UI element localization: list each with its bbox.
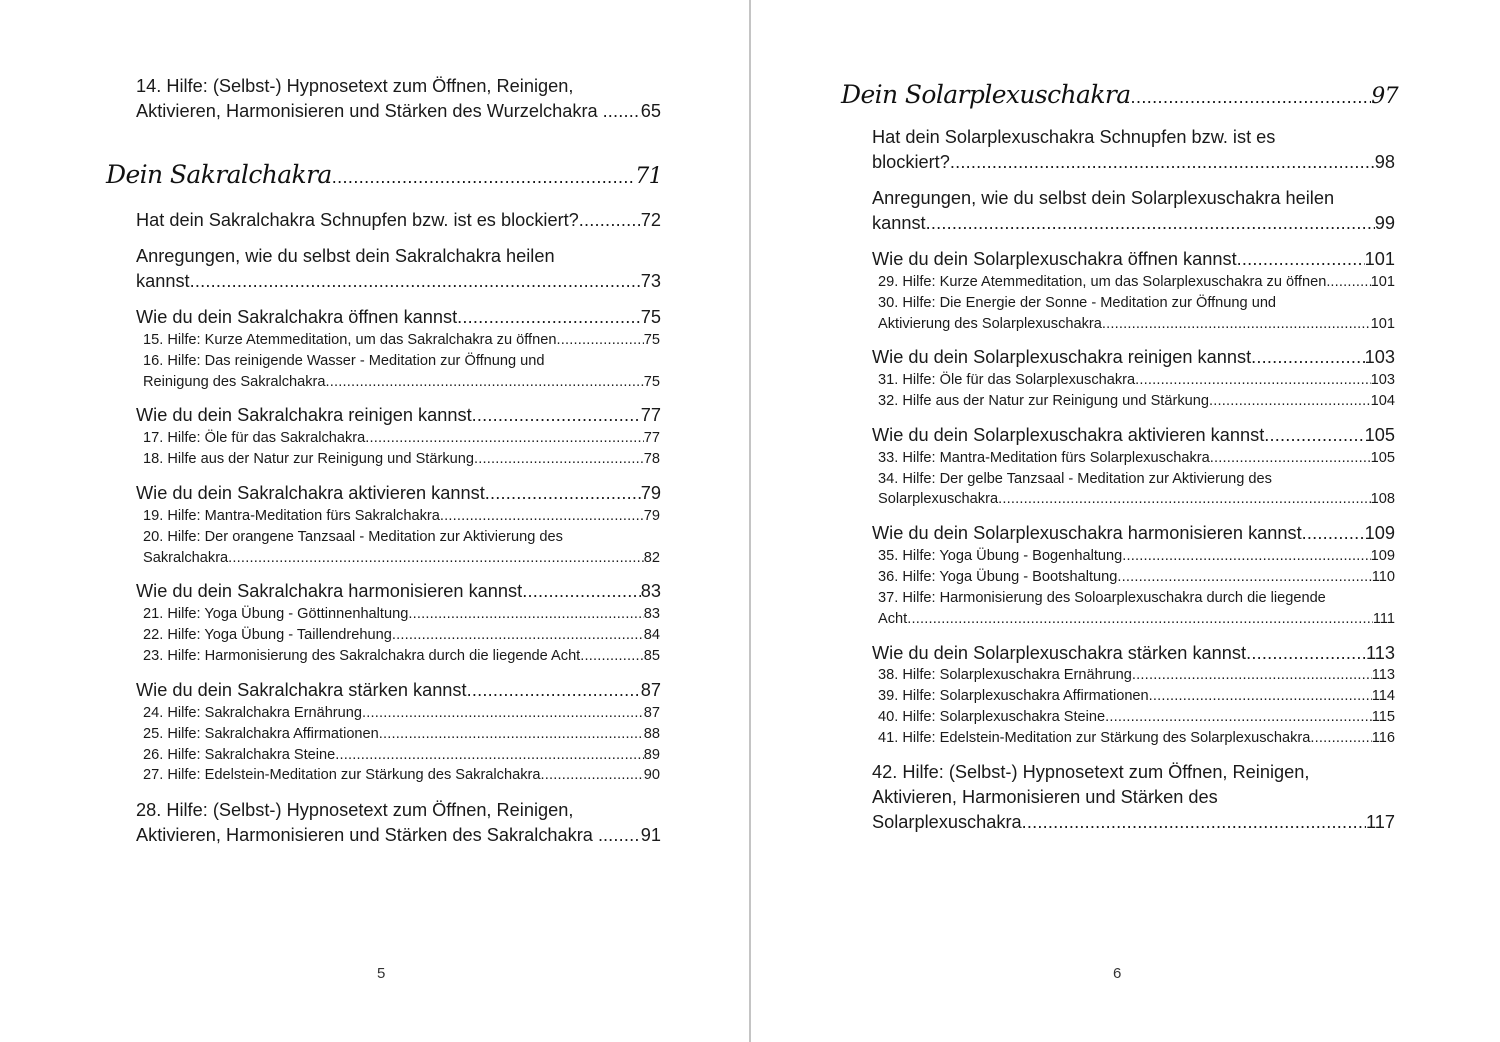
toc-entry-text: Solarplexuschakra xyxy=(878,491,999,507)
toc-page-number: 88 xyxy=(643,726,660,742)
toc-entry-text: 19. Hilfe: Mantra-Meditation fürs Sakralchakra xyxy=(143,508,440,524)
toc-help-36[interactable] xyxy=(878,569,1395,585)
toc-help-30-line1: 30. Hilfe: Die Energie der Sonne - Meditation zur Öffnung und xyxy=(878,295,1277,311)
toc-chapter-solarplexuschakra[interactable] xyxy=(841,80,1398,109)
toc-entry-text: 41. Hilfe: Edelstein-Meditation zur Stärkung des Solarplexuschakra xyxy=(878,730,1311,746)
toc-help-23[interactable] xyxy=(143,648,660,664)
toc-leader xyxy=(365,430,644,446)
toc-entry-text: 21. Hilfe: Yoga Übung - Göttinnenhaltung xyxy=(143,606,409,622)
toc-entry-text: Wie du dein Sakralchakra reinigen kannst xyxy=(136,405,472,425)
toc-leader xyxy=(228,550,644,566)
toc-section-oeffnen[interactable] xyxy=(136,307,661,328)
toc-leader xyxy=(1022,812,1366,833)
toc-entry-text: Reinigung des Sakralchakra xyxy=(143,374,326,390)
toc-page-number: 90 xyxy=(643,767,660,783)
toc-leader xyxy=(1149,688,1372,704)
toc-leader xyxy=(335,747,644,763)
toc-entry-text: 26. Hilfe: Sakralchakra Steine xyxy=(143,747,336,763)
toc-page-number: 105 xyxy=(1364,425,1395,445)
toc-leader xyxy=(998,491,1371,507)
toc-help-18[interactable] xyxy=(143,451,660,467)
toc-help-20[interactable] xyxy=(143,550,660,566)
toc-leader xyxy=(1135,372,1371,388)
toc-help-34-line1: 34. Hilfe: Der gelbe Tanzsaal - Meditation zur Aktivierung des xyxy=(878,471,1272,487)
toc-entry-14-line1: 14. Hilfe: (Selbst-) Hypnosetext zum Öffnen, Reinigen, xyxy=(136,76,574,96)
toc-help-22[interactable] xyxy=(143,627,660,643)
toc-page-number: 71 xyxy=(635,164,662,189)
toc-leader xyxy=(608,101,641,122)
toc-entry-text: 36. Hilfe: Yoga Übung - Bootshaltung xyxy=(878,569,1118,585)
toc-entry-text: blockiert? xyxy=(872,152,950,172)
toc-leader xyxy=(556,332,643,348)
toc-chapter-sakralchakra[interactable] xyxy=(106,160,662,189)
page-number: 6 xyxy=(1113,965,1122,982)
toc-help-39[interactable] xyxy=(878,688,1395,704)
toc-page-number: 89 xyxy=(643,747,660,763)
toc-page-number: 73 xyxy=(640,271,661,291)
toc-page-number: 101 xyxy=(1370,316,1395,332)
right-page xyxy=(751,0,1500,1042)
toc-leader xyxy=(907,611,1373,627)
toc-help-20-line1: 20. Hilfe: Der orangene Tanzsaal - Meditation zur Aktivierung des xyxy=(143,529,563,545)
toc-help-30[interactable] xyxy=(878,316,1395,332)
toc-section-reinigen[interactable] xyxy=(136,405,661,426)
toc-entry-text: 38. Hilfe: Solarplexuschakra Ernährung xyxy=(878,667,1132,683)
toc-section-schnupfen[interactable] xyxy=(136,210,661,231)
toc-leader xyxy=(1246,643,1366,664)
toc-section-harmonisieren[interactable] xyxy=(872,523,1395,544)
toc-help-35[interactable] xyxy=(878,548,1395,564)
chapter-title: Dein Sakralchakra xyxy=(106,160,332,189)
toc-help-37[interactable] xyxy=(878,611,1395,627)
page-number: 5 xyxy=(377,965,386,982)
toc-page-number: 109 xyxy=(1370,548,1395,564)
toc-section-aktivieren[interactable] xyxy=(872,425,1395,446)
toc-entry-text: Wie du dein Solarplexuschakra aktivieren kannst xyxy=(872,425,1265,445)
toc-entry-text: Wie du dein Sakralchakra harmonisieren kannst xyxy=(136,581,523,601)
toc-help-31[interactable] xyxy=(878,372,1395,388)
toc-entry-14[interactable] xyxy=(136,101,661,122)
toc-leader xyxy=(1310,730,1371,746)
toc-page-number: 78 xyxy=(643,451,660,467)
toc-page-number: 87 xyxy=(643,705,660,721)
toc-help-16[interactable] xyxy=(143,374,660,390)
toc-page-number: 103 xyxy=(1364,347,1395,367)
toc-page-number: 104 xyxy=(1370,393,1395,409)
toc-page-number: 84 xyxy=(643,627,660,643)
toc-leader xyxy=(1102,316,1371,332)
toc-section-staerken[interactable] xyxy=(136,680,661,701)
toc-leader xyxy=(379,726,644,742)
toc-page-number: 83 xyxy=(640,581,661,601)
toc-entry-text: 18. Hilfe aus der Natur zur Reinigung und Stärkung xyxy=(143,451,474,467)
toc-leader xyxy=(579,210,641,231)
toc-page-number: 65 xyxy=(640,101,661,121)
toc-help-32[interactable] xyxy=(878,393,1395,409)
toc-page-number: 113 xyxy=(1366,643,1395,663)
toc-page-number: 82 xyxy=(643,550,660,566)
toc-entry-42[interactable] xyxy=(872,812,1395,833)
toc-help-40[interactable] xyxy=(878,709,1395,725)
toc-page-number: 79 xyxy=(643,508,660,524)
toc-leader xyxy=(1264,425,1364,446)
toc-entry-text: 27. Hilfe: Edelstein-Meditation zur Stärkung des Sakralchakra xyxy=(143,767,541,783)
toc-entry-text: 23. Hilfe: Harmonisierung des Sakralchakra durch die liegende Acht xyxy=(143,648,581,664)
toc-leader xyxy=(1131,87,1372,108)
toc-entry-text: 17. Hilfe: Öle für das Sakralchakra xyxy=(143,430,366,446)
toc-section-anregungen[interactable] xyxy=(872,213,1395,234)
toc-leader xyxy=(472,405,641,426)
toc-page-number: 101 xyxy=(1370,274,1395,290)
toc-section-schnupfen[interactable] xyxy=(872,152,1395,173)
toc-leader xyxy=(1105,709,1372,725)
toc-entry-text: Acht xyxy=(878,611,908,627)
toc-leader xyxy=(1132,667,1372,683)
toc-section-aktivieren[interactable] xyxy=(136,483,661,504)
toc-page-number: 91 xyxy=(640,825,661,845)
toc-help-38[interactable] xyxy=(878,667,1395,683)
toc-help-17[interactable] xyxy=(143,430,660,446)
toc-page-number: 79 xyxy=(640,483,661,503)
toc-leader xyxy=(1302,523,1365,544)
toc-section-staerken[interactable] xyxy=(872,643,1395,664)
toc-page-number: 77 xyxy=(640,405,661,425)
toc-page-number: 101 xyxy=(1364,249,1395,269)
toc-leader xyxy=(1122,548,1370,564)
toc-page-number: 85 xyxy=(643,648,660,664)
toc-page-number: 116 xyxy=(1371,730,1395,746)
toc-page-number: 98 xyxy=(1374,152,1395,172)
toc-entry-text: Wie du dein Solarplexuschakra stärken kannst xyxy=(872,643,1247,663)
toc-page-number: 75 xyxy=(643,332,660,348)
chapter-title: Dein Solarplexuschakra xyxy=(841,80,1131,109)
toc-leader xyxy=(1210,450,1371,466)
toc-leader xyxy=(1117,569,1371,585)
toc-entry-text: Sakralchakra xyxy=(143,550,229,566)
toc-help-29[interactable] xyxy=(878,274,1395,290)
toc-page-number: 110 xyxy=(1371,569,1395,585)
toc-section-harmonisieren[interactable] xyxy=(136,581,661,602)
toc-entry-text: 31. Hilfe: Öle für das Solarplexuschakra xyxy=(878,372,1136,388)
toc-entry-text: Wie du dein Solarplexuschakra reinigen kannst xyxy=(872,347,1252,367)
toc-page-number: 115 xyxy=(1371,709,1395,725)
toc-entry-42-line1: 42. Hilfe: (Selbst-) Hypnosetext zum Öffnen, Reinigen, xyxy=(872,762,1310,782)
toc-leader xyxy=(950,152,1375,173)
toc-leader xyxy=(332,167,635,188)
toc-entry-text: 22. Hilfe: Yoga Übung - Taillendrehung xyxy=(143,627,392,643)
toc-page-number: 87 xyxy=(640,680,661,700)
toc-leader xyxy=(1209,393,1371,409)
toc-page-number: 83 xyxy=(643,606,660,622)
toc-help-26[interactable] xyxy=(143,747,660,763)
toc-page-number: 72 xyxy=(640,210,661,230)
toc-help-19[interactable] xyxy=(143,508,660,524)
toc-leader xyxy=(1251,347,1365,368)
toc-help-16-line1: 16. Hilfe: Das reinigende Wasser - Meditation zur Öffnung und xyxy=(143,353,545,369)
toc-entry-text: 35. Hilfe: Yoga Übung - Bogenhaltung xyxy=(878,548,1123,564)
toc-help-34[interactable] xyxy=(878,491,1395,507)
toc-page-number: 99 xyxy=(1374,213,1395,233)
toc-leader xyxy=(1237,249,1365,270)
toc-page-number: 108 xyxy=(1370,491,1395,507)
toc-entry-text: Wie du dein Solarplexuschakra harmonisieren kannst xyxy=(872,523,1302,543)
toc-leader xyxy=(608,825,641,846)
toc-entry-text: Wie du dein Sakralchakra aktivieren kannst xyxy=(136,483,485,503)
toc-leader xyxy=(362,705,644,721)
toc-entry-text: Hat dein Sakralchakra Schnupfen bzw. ist es blockiert? xyxy=(136,210,579,230)
left-page xyxy=(0,0,749,1042)
toc-entry-text: Wie du dein Sakralchakra stärken kannst xyxy=(136,680,467,700)
toc-leader xyxy=(326,374,644,390)
toc-entry-text: Aktivierung des Solarplexuschakra xyxy=(878,316,1102,332)
toc-help-15[interactable] xyxy=(143,332,660,348)
toc-entry-text: 32. Hilfe aus der Natur zur Reinigung und Stärkung xyxy=(878,393,1209,409)
toc-entry-text: Wie du dein Sakralchakra öffnen kannst xyxy=(136,307,458,327)
toc-leader xyxy=(457,307,641,328)
toc-leader xyxy=(1330,274,1370,290)
toc-help-37-line1: 37. Hilfe: Harmonisierung des Soloarplexuschakra durch die liegende xyxy=(878,590,1326,606)
toc-entry-text: Wie du dein Solarplexuschakra öffnen kannst xyxy=(872,249,1237,269)
toc-leader xyxy=(440,508,644,524)
toc-entry-text: 29. Hilfe: Kurze Atemmeditation, um das Solarplexuschakra zu öffnen. xyxy=(878,274,1331,290)
toc-leader xyxy=(485,483,641,504)
toc-help-25[interactable] xyxy=(143,726,660,742)
toc-entry-text: kannst xyxy=(872,213,926,233)
toc-leader xyxy=(540,767,643,783)
toc-entry-text: 15. Hilfe: Kurze Atemmeditation, um das Sakralchakra zu öffnen xyxy=(143,332,557,348)
toc-entry-text: Aktivieren, Harmonisieren und Stärken des Wurzelchakra . xyxy=(136,101,608,121)
toc-page-number: 117 xyxy=(1366,812,1395,832)
toc-section-reinigen[interactable] xyxy=(872,347,1395,368)
toc-help-21[interactable] xyxy=(143,606,660,622)
toc-page-number: 109 xyxy=(1364,523,1395,543)
toc-entry-text: 39. Hilfe: Solarplexuschakra Affirmationen xyxy=(878,688,1149,704)
toc-entry-text: 40. Hilfe: Solarplexuschakra Steine xyxy=(878,709,1106,725)
toc-page-number: 75 xyxy=(643,374,660,390)
toc-leader xyxy=(408,606,643,622)
toc-leader xyxy=(392,627,644,643)
toc-entry-text: 33. Hilfe: Mantra-Meditation fürs Solarplexuschakra xyxy=(878,450,1210,466)
toc-leader xyxy=(474,451,644,467)
toc-leader xyxy=(190,271,641,292)
toc-help-33[interactable] xyxy=(878,450,1395,466)
toc-page-number: 97 xyxy=(1371,84,1398,109)
toc-page-number: 111 xyxy=(1372,611,1395,627)
toc-entry-28-line1: 28. Hilfe: (Selbst-) Hypnosetext zum Öffnen, Reinigen, xyxy=(136,800,574,820)
toc-entry-text: 25. Hilfe: Sakralchakra Affirmationen xyxy=(143,726,379,742)
toc-page-number: 77 xyxy=(643,430,660,446)
toc-leader xyxy=(467,680,641,701)
toc-leader xyxy=(926,213,1375,234)
toc-page-number: 75 xyxy=(640,307,661,327)
toc-leader xyxy=(580,648,644,664)
toc-entry-text: Solarplexuschakra xyxy=(872,812,1022,832)
toc-help-41[interactable] xyxy=(878,730,1395,746)
toc-section-anregungen[interactable] xyxy=(136,271,661,292)
toc-section-anregungen-line1: Anregungen, wie du selbst dein Solarplexuschakra heilen xyxy=(872,188,1335,208)
toc-section-anregungen-line1: Anregungen, wie du selbst dein Sakralchakra heilen xyxy=(136,246,555,266)
toc-page-number: 105 xyxy=(1370,450,1395,466)
toc-entry-42-line2: Aktivieren, Harmonisieren und Stärken des xyxy=(872,787,1218,807)
toc-help-24[interactable] xyxy=(143,705,660,721)
toc-section-oeffnen[interactable] xyxy=(872,249,1395,270)
toc-page-number: 113 xyxy=(1371,667,1395,683)
toc-help-27[interactable] xyxy=(143,767,660,783)
toc-leader xyxy=(522,581,641,602)
toc-entry-28[interactable] xyxy=(136,825,661,846)
toc-page-number: 114 xyxy=(1371,688,1395,704)
toc-entry-text: kannst xyxy=(136,271,190,291)
toc-section-schnupfen-line1: Hat dein Solarplexuschakra Schnupfen bzw. ist es xyxy=(872,127,1276,147)
toc-entry-text: Aktivieren, Harmonisieren und Stärken des Sakralchakra .. xyxy=(136,825,609,845)
toc-page-number: 103 xyxy=(1370,372,1395,388)
toc-entry-text: 24. Hilfe: Sakralchakra Ernährung xyxy=(143,705,363,721)
